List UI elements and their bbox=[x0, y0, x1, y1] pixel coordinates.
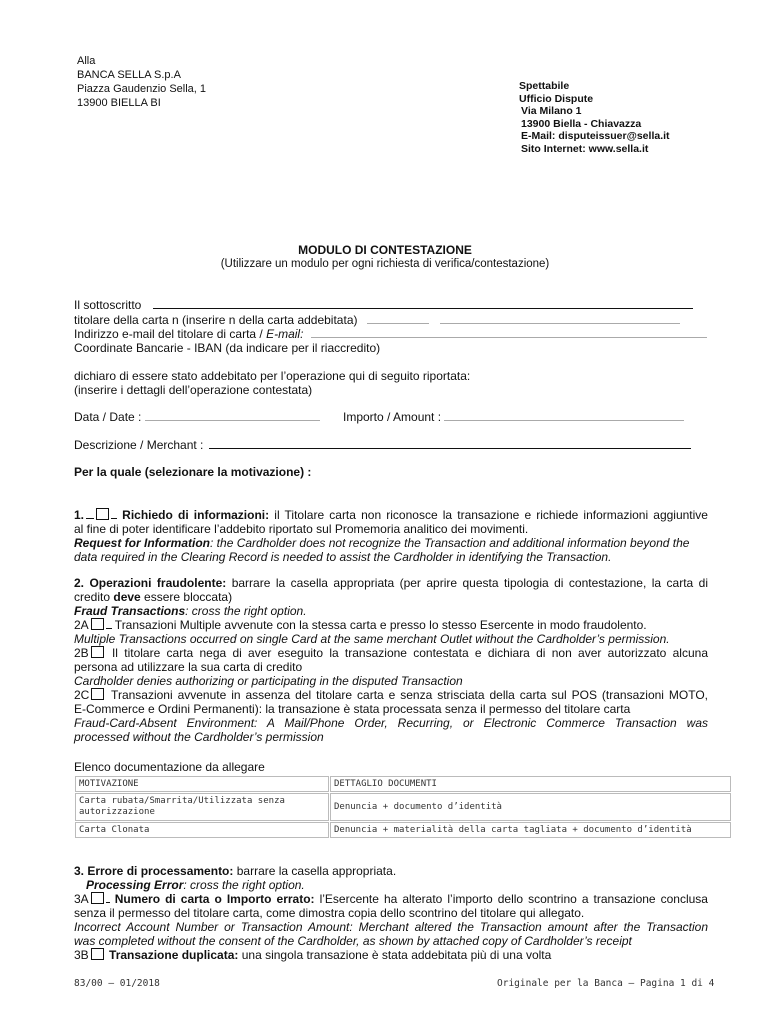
email-label-en: E-mail: bbox=[266, 327, 304, 341]
sender-line: 13900 BIELLA BI bbox=[77, 97, 161, 109]
sender-address bbox=[77, 54, 206, 110]
section-1-en-text: : the Cardholder does not recognize the Transaction and additional information beyond the bbox=[210, 536, 690, 550]
recipient-line: Via Milano 1 bbox=[521, 105, 582, 117]
section-2-title: 2. Operazioni fraudolente: bbox=[74, 576, 227, 590]
option-2b-code: 2B bbox=[74, 646, 89, 660]
details-text: (inserire i dettagli dell’operazione contestata) bbox=[74, 383, 313, 397]
email-input[interactable] bbox=[311, 327, 707, 338]
undersigned-row bbox=[74, 298, 693, 312]
section-2-text-2c: essere bloccata) bbox=[140, 590, 233, 604]
table-row bbox=[75, 793, 731, 821]
option-3b-title: Transazione duplicata: bbox=[109, 948, 239, 962]
option-2a bbox=[74, 618, 708, 632]
section-2-text-2b: deve bbox=[113, 590, 141, 604]
option-3b-checkbox[interactable] bbox=[91, 948, 104, 960]
option-2a-en: Multiple Transactions occurred on single Card at the same merchant Outlet without the Cardholder’s permission. bbox=[74, 632, 670, 646]
table-cell-docs: Denuncia + documento d’identità bbox=[330, 793, 731, 821]
option-3a-title: Numero di carta o Importo errato: bbox=[114, 892, 315, 906]
option-3a-en-2: was completed without the consent of the Cardholder, as shown by attached copy of Cardholder’s receipt bbox=[74, 934, 632, 948]
recipient-line: Sito Internet: www.sella.it bbox=[521, 142, 649, 155]
footer-page: Originale per la Banca – Pagina 1 di 4 bbox=[497, 978, 715, 989]
table-header-docs: DETTAGLIO DOCUMENTI bbox=[330, 776, 731, 792]
section-3-header bbox=[74, 864, 708, 878]
merchant-input[interactable] bbox=[209, 438, 691, 449]
section-2-text: barrare la casella appropriata (per aprire questa tipologia di contestazione, la carta di bbox=[226, 576, 708, 590]
section-1-number: 1. bbox=[74, 508, 85, 522]
table-header-row bbox=[75, 776, 731, 792]
option-2c-code: 2C bbox=[74, 688, 90, 702]
sender-line: Alla bbox=[77, 55, 96, 67]
option-3b bbox=[74, 948, 708, 962]
section-1-text-2: al fine di poter identificare l’addebito riportato sul Promemoria analitico dei movimenti. bbox=[74, 522, 529, 536]
section-1-line bbox=[74, 508, 708, 522]
table-header-reason: MOTIVAZIONE bbox=[75, 776, 329, 792]
section-3 bbox=[74, 864, 708, 962]
table-cell-reason: Carta Clonata bbox=[75, 822, 329, 838]
section-3-en bbox=[74, 878, 708, 892]
section-3-text: barrare la casella appropriata. bbox=[233, 864, 397, 878]
email-label: Indirizzo e-mail del titolare di carta / bbox=[74, 327, 267, 341]
option-2c bbox=[74, 688, 708, 702]
documents-table bbox=[74, 775, 732, 839]
iban-label: Coordinate Bancarie - IBAN (da indicare per il riaccredito) bbox=[74, 341, 381, 355]
iban-row bbox=[74, 341, 380, 355]
section-2-en-text: : cross the right option. bbox=[185, 604, 307, 618]
form-subtitle: (Utilizzare un modulo per ogni richiesta di verifica/contestazione) bbox=[220, 258, 550, 270]
card-number-input-ext[interactable] bbox=[440, 313, 680, 324]
table-cell-reason: Carta rubata/Smarrita/Utilizzata senza autorizzazione bbox=[75, 793, 329, 821]
section-2-en-title: Fraud Transactions bbox=[74, 604, 186, 618]
section-1-title: Richiedo di informazioni: bbox=[122, 508, 270, 522]
date-label: Data / Date : bbox=[74, 410, 142, 424]
amount-input[interactable] bbox=[444, 410, 684, 421]
table-row bbox=[75, 822, 731, 838]
option-2a-text: Transazioni Multiple avvenute con la stessa carta e presso lo stesso Esercente in modo fraudolento. bbox=[111, 618, 647, 632]
undersigned-input[interactable] bbox=[153, 298, 693, 309]
section-1 bbox=[74, 508, 708, 564]
option-2c-text: Transazioni avvenute in assenza del titolare carta e senza strisciata della carta sul POS (transazioni MOTO, bbox=[106, 688, 708, 702]
date-row bbox=[74, 410, 320, 424]
option-2b-text: Il titolare carta nega di aver eseguito la transazione contestata e dichiara di non aver autorizzato alcuna bbox=[105, 646, 708, 660]
documents-heading: Elenco documentazione da allegare bbox=[74, 760, 265, 774]
option-2c-text-2: E-Commerce e Ordini Permanenti): la transazione è stata processata senza il permesso del titolare carta bbox=[74, 702, 631, 716]
section-1-en-title: Request for Information bbox=[74, 536, 211, 550]
section-2-text-2 bbox=[74, 590, 708, 604]
option-3a-code: 3A bbox=[74, 892, 89, 906]
merchant-label: Descrizione / Merchant : bbox=[74, 438, 204, 452]
sender-line: BANCA SELLA S.p.A bbox=[77, 69, 181, 81]
option-3b-text: una singola transazione è stata addebitata più di una volta bbox=[238, 948, 552, 962]
card-number-label: titolare della carta n (inserire n della carta addebitata) bbox=[74, 313, 358, 327]
option-2a-checkbox[interactable] bbox=[91, 618, 104, 630]
section-3-en-title: Processing Error bbox=[86, 878, 184, 892]
section-1-checkbox[interactable] bbox=[96, 508, 109, 520]
section-2-header bbox=[74, 576, 708, 590]
amount-label: Importo / Amount : bbox=[343, 410, 442, 424]
option-2b bbox=[74, 646, 708, 660]
option-2b-checkbox[interactable] bbox=[91, 646, 104, 658]
recipient-line: Ufficio Dispute bbox=[519, 92, 594, 105]
section-2 bbox=[74, 576, 708, 744]
email-row bbox=[74, 327, 707, 341]
table-cell-docs: Denuncia + materialità della carta tagliata + documento d’identità bbox=[330, 822, 731, 838]
card-number-row bbox=[74, 313, 680, 327]
option-2b-en: Cardholder denies authorizing or participating in the disputed Transaction bbox=[74, 674, 463, 688]
form-title: MODULO DI CONTESTAZIONE bbox=[298, 243, 472, 257]
option-3b-code: 3B bbox=[74, 948, 89, 962]
option-3a-text: l’Esercente ha alterato l’importo dello scontrino a transazione conclusa bbox=[314, 892, 708, 906]
option-2a-code: 2A bbox=[74, 618, 89, 632]
section-1-text: il Titolare carta non riconosce la transazione e richiede informazioni aggiuntive bbox=[269, 508, 708, 522]
recipient-line: E-Mail: disputeissuer@sella.it bbox=[521, 130, 670, 142]
undersigned-label: Il sottoscritto bbox=[74, 298, 142, 312]
option-2b-text-2: persona ad utilizzare la sua carta di credito bbox=[74, 660, 303, 674]
section-2-text-2a: credito bbox=[74, 590, 114, 604]
merchant-row bbox=[74, 438, 691, 452]
option-2c-checkbox[interactable] bbox=[91, 688, 104, 700]
recipient-line: Spettabile bbox=[519, 80, 570, 92]
option-2c-en-1: Fraud-Card-Absent Environment: A Mail/Phone Order, Recurring, or Electronic Commerce Transaction was bbox=[74, 716, 708, 730]
section-1-en-2: data required in the Clearing Record is needed to assist the Cardholder in identifying the Transaction. bbox=[74, 550, 612, 564]
option-3a-text-2: senza il permesso del titolare carta, come dimostra copia dello scontrino del titolare qui allegato. bbox=[74, 906, 585, 920]
reason-prompt: Per la quale (selezionare la motivazione) : bbox=[74, 465, 312, 479]
amount-row bbox=[343, 410, 684, 424]
section-3-en-text: : cross the right option. bbox=[183, 878, 305, 892]
option-3a bbox=[74, 892, 708, 906]
card-number-input[interactable] bbox=[367, 313, 429, 324]
section-1-en-1 bbox=[74, 536, 708, 550]
option-3a-checkbox[interactable] bbox=[91, 892, 104, 904]
section-3-title: 3. Errore di processamento: bbox=[74, 864, 234, 878]
recipient-address bbox=[519, 80, 670, 155]
date-input[interactable] bbox=[145, 410, 320, 421]
section-2-en bbox=[74, 604, 708, 618]
declare-text: dichiaro di essere stato addebitato per l’operazione qui di seguito riportata: bbox=[74, 369, 471, 383]
option-3a-en-1: Incorrect Account Number or Transaction Amount: Merchant altered the Transaction amount after the Transaction bbox=[74, 920, 708, 934]
sender-line: Piazza Gaudenzio Sella, 1 bbox=[77, 83, 207, 95]
option-2c-en-2: processed without the Cardholder’s permission bbox=[74, 730, 324, 744]
recipient-line: 13900 Biella - Chiavazza bbox=[521, 117, 642, 130]
footer-code: 83/00 – 01/2018 bbox=[74, 978, 160, 989]
